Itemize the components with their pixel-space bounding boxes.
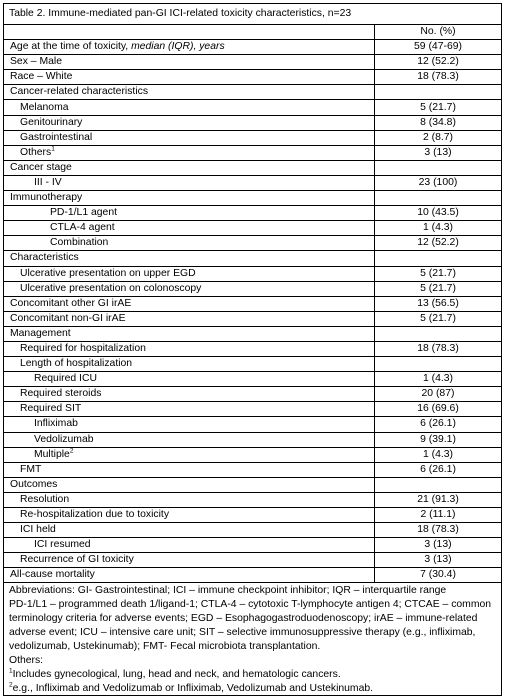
row-value: 1 (4.3) bbox=[375, 372, 502, 387]
table-row bbox=[4, 326, 501, 341]
footnote-marker: 1 bbox=[51, 145, 55, 153]
row-label-text: Ulcerative presentation on upper EGD bbox=[20, 267, 196, 279]
data-table bbox=[4, 25, 501, 582]
row-label bbox=[4, 432, 375, 447]
table-row bbox=[4, 206, 501, 221]
row-label bbox=[4, 145, 375, 160]
table-row bbox=[4, 40, 501, 55]
row-value: 59 (47-69) bbox=[375, 40, 502, 55]
row-label bbox=[4, 402, 375, 417]
row-value bbox=[375, 160, 502, 175]
table-row bbox=[4, 357, 501, 372]
table-row bbox=[4, 160, 501, 175]
table-caption: Table 2. Immune-mediated pan-GI ICI-related toxicity characteristics, n=23 bbox=[4, 4, 501, 25]
row-label-text: Concomitant other GI irAE bbox=[10, 297, 132, 309]
row-value: 9 (39.1) bbox=[375, 432, 502, 447]
row-label bbox=[4, 447, 375, 462]
row-value: 5 (21.7) bbox=[375, 281, 502, 296]
table-row bbox=[4, 432, 501, 447]
row-label bbox=[4, 266, 375, 281]
table-row bbox=[4, 372, 501, 387]
row-label-text: Immunotherapy bbox=[10, 192, 83, 204]
row-label bbox=[4, 281, 375, 296]
row-label-text: Length of hospitalization bbox=[20, 358, 133, 370]
row-value: 3 (13) bbox=[375, 145, 502, 160]
footnote-2-mark: 2 bbox=[9, 681, 13, 689]
row-value: 18 (78.3) bbox=[375, 523, 502, 538]
footnote-1 bbox=[9, 668, 496, 682]
row-value: 8 (34.8) bbox=[375, 115, 502, 130]
row-label-text: Vedolizumab bbox=[34, 433, 94, 445]
row-value: 5 (21.7) bbox=[375, 100, 502, 115]
row-value: 20 (87) bbox=[375, 387, 502, 402]
table-row bbox=[4, 55, 501, 70]
footnote-1-mark: 1 bbox=[9, 667, 13, 675]
table-document bbox=[3, 3, 502, 696]
row-label bbox=[4, 477, 375, 492]
row-label bbox=[4, 538, 375, 553]
row-label-text: Multiple bbox=[34, 448, 70, 460]
table-row bbox=[4, 145, 501, 160]
row-value: 12 (52.2) bbox=[375, 236, 502, 251]
row-label-text: Required ICU bbox=[34, 373, 97, 385]
row-value: 18 (78.3) bbox=[375, 341, 502, 356]
abbreviations-line-1: Abbreviations: GI- Gastrointestinal; ICI – immune checkpoint inhibitor; IQR – interquartile range bbox=[9, 585, 447, 597]
row-label-text: Management bbox=[10, 327, 71, 339]
row-value: 10 (43.5) bbox=[375, 206, 502, 221]
table-row bbox=[4, 462, 501, 477]
row-label bbox=[4, 191, 375, 206]
row-value: 21 (91.3) bbox=[375, 492, 502, 507]
row-value: 1 (4.3) bbox=[375, 221, 502, 236]
row-value: 13 (56.5) bbox=[375, 296, 502, 311]
column-header: No. (%) bbox=[375, 25, 502, 40]
row-value: 7 (30.4) bbox=[375, 568, 502, 583]
row-label-text: FMT bbox=[20, 463, 42, 475]
row-label bbox=[4, 55, 375, 70]
row-label bbox=[4, 462, 375, 477]
row-label-text: Required for hospitalization bbox=[20, 343, 146, 355]
table-row bbox=[4, 538, 501, 553]
row-label bbox=[4, 70, 375, 85]
footnote-1-text: Includes gynecological, lung, head and neck, and hematologic cancers. bbox=[12, 668, 341, 680]
row-label bbox=[4, 221, 375, 236]
row-label-text: Required SIT bbox=[20, 403, 82, 415]
row-label-text: Infliximab bbox=[34, 418, 78, 430]
row-label-text: PD-1/L1 agent bbox=[50, 207, 118, 219]
row-label bbox=[4, 311, 375, 326]
row-label bbox=[4, 372, 375, 387]
row-label bbox=[4, 175, 375, 190]
row-label-text: III - IV bbox=[34, 176, 62, 188]
row-label-text: Ulcerative presentation on colonoscopy bbox=[20, 282, 202, 294]
table-row bbox=[4, 191, 501, 206]
table-row bbox=[4, 508, 501, 523]
row-label-text: Genitourinary bbox=[20, 116, 83, 128]
row-label bbox=[4, 236, 375, 251]
row-label bbox=[4, 341, 375, 356]
row-label bbox=[4, 357, 375, 372]
table-row bbox=[4, 100, 501, 115]
row-label bbox=[4, 206, 375, 221]
row-label-text: Sex – Male bbox=[10, 56, 62, 68]
footnote-marker: 2 bbox=[69, 447, 74, 455]
row-value: 23 (100) bbox=[375, 175, 502, 190]
row-value: 2 (8.7) bbox=[375, 130, 502, 145]
table-row bbox=[4, 130, 501, 145]
row-label bbox=[4, 115, 375, 130]
row-value: 3 (13) bbox=[375, 538, 502, 553]
row-value: 5 (21.7) bbox=[375, 266, 502, 281]
table-row bbox=[4, 70, 501, 85]
row-label bbox=[4, 100, 375, 115]
row-label-text: Characteristics bbox=[10, 252, 79, 264]
table-row bbox=[4, 115, 501, 130]
row-value: 5 (21.7) bbox=[375, 311, 502, 326]
row-label-text: Required steroids bbox=[20, 388, 102, 400]
row-label-text: Resolution bbox=[20, 493, 70, 505]
row-label-text: Concomitant non-GI irAE bbox=[10, 312, 126, 324]
table-row bbox=[4, 296, 501, 311]
row-label-text: Combination bbox=[50, 237, 109, 249]
row-label-text: Race – White bbox=[10, 71, 73, 83]
row-value: 16 (69.6) bbox=[375, 402, 502, 417]
row-value: 12 (52.2) bbox=[375, 55, 502, 70]
table-row bbox=[4, 221, 501, 236]
row-label-text: Cancer-related characteristics bbox=[10, 86, 149, 98]
row-label-text: Cancer stage bbox=[10, 161, 72, 173]
table-notes bbox=[4, 582, 501, 695]
table-row bbox=[4, 236, 501, 251]
row-label bbox=[4, 553, 375, 568]
row-value: 3 (13) bbox=[375, 553, 502, 568]
row-label-text: CTLA-4 agent bbox=[50, 222, 115, 234]
row-label bbox=[4, 492, 375, 507]
row-label bbox=[4, 508, 375, 523]
row-label bbox=[4, 387, 375, 402]
row-label bbox=[4, 130, 375, 145]
row-label bbox=[4, 160, 375, 175]
row-label bbox=[4, 85, 375, 100]
row-value bbox=[375, 251, 502, 266]
row-label-text: All-cause mortality bbox=[10, 569, 95, 581]
row-label bbox=[4, 40, 375, 55]
row-label-text: Outcomes bbox=[10, 478, 58, 490]
table-row bbox=[4, 251, 501, 266]
table-row bbox=[4, 417, 501, 432]
table-row bbox=[4, 523, 501, 538]
footnote-2-text: e.g., Infliximab and Vedolizumab or Infliximab, Vedolizumab and Ustekinumab. bbox=[12, 682, 374, 694]
row-label-text: Re-hospitalization due to toxicity bbox=[20, 509, 170, 521]
row-value bbox=[375, 85, 502, 100]
row-label bbox=[4, 417, 375, 432]
table-row bbox=[4, 341, 501, 356]
table-row bbox=[4, 85, 501, 100]
row-value: 6 (26.1) bbox=[375, 417, 502, 432]
row-label-italic: median (IQR), years bbox=[131, 41, 225, 53]
row-label-text: Age at the time of toxicity, bbox=[10, 41, 132, 53]
row-label-text: Gastrointestinal bbox=[20, 131, 93, 143]
row-value bbox=[375, 326, 502, 341]
table-row bbox=[4, 568, 501, 583]
table-row bbox=[4, 266, 501, 281]
table-row bbox=[4, 311, 501, 326]
row-label bbox=[4, 568, 375, 583]
header-row bbox=[4, 25, 501, 40]
row-label-text: Recurrence of GI toxicity bbox=[20, 554, 134, 566]
table-row bbox=[4, 492, 501, 507]
table-row bbox=[4, 387, 501, 402]
table-row bbox=[4, 447, 501, 462]
table-row bbox=[4, 553, 501, 568]
row-value bbox=[375, 477, 502, 492]
row-label bbox=[4, 523, 375, 538]
table-row bbox=[4, 402, 501, 417]
row-value: 18 (78.3) bbox=[375, 70, 502, 85]
row-label-text: Others bbox=[20, 146, 52, 158]
row-label-text: ICI resumed bbox=[34, 539, 91, 551]
footnote-2 bbox=[9, 682, 496, 696]
row-value bbox=[375, 191, 502, 206]
row-label-text: ICI held bbox=[20, 524, 56, 536]
row-value: 6 (26.1) bbox=[375, 462, 502, 477]
row-value: 1 (4.3) bbox=[375, 447, 502, 462]
row-label bbox=[4, 326, 375, 341]
row-label bbox=[4, 251, 375, 266]
table-row bbox=[4, 477, 501, 492]
abbreviations-line-2: PD-1/L1 – programmed death 1/ligand-1; CTLA-4 – cytotoxic T-lymphocyte antigen 4; CTCAE – common terminology criteria for adverse events; EGD – Esophagogastroduodenoscopy; irAE – immune-related adverse event; ICU – intensive care unit; SIT – selective immunosuppressive therapy (e.g., infliximab, vedolizumab, Ustekinumab); FMT- Fecal microbiota transplantation. bbox=[9, 599, 492, 653]
row-label-text: Melanoma bbox=[20, 101, 69, 113]
table-row bbox=[4, 175, 501, 190]
row-label bbox=[4, 296, 375, 311]
header-label-cell bbox=[4, 25, 375, 40]
row-value: 2 (11.1) bbox=[375, 508, 502, 523]
others-label: Others: bbox=[9, 655, 44, 666]
row-value bbox=[375, 357, 502, 372]
table-row bbox=[4, 281, 501, 296]
